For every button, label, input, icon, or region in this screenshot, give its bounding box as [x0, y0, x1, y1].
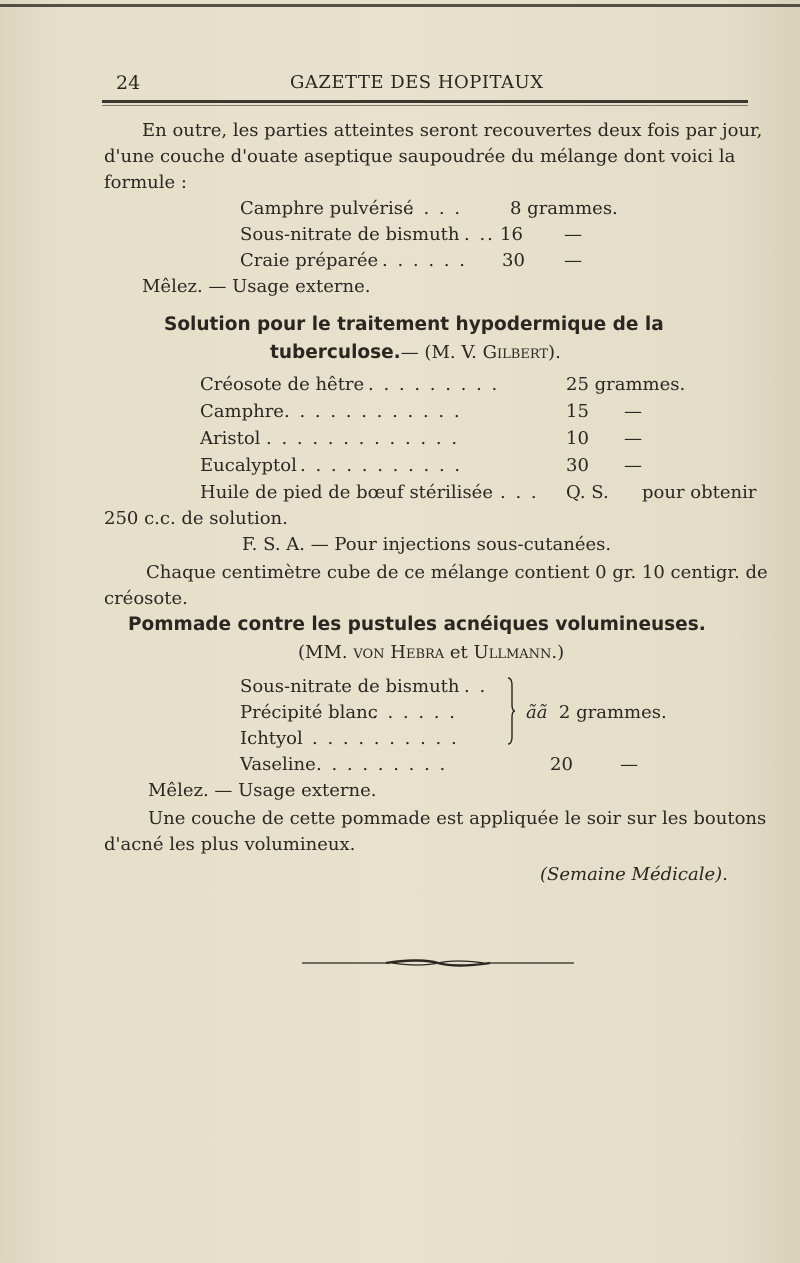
formula2-name-2: Camphre: [200, 401, 284, 422]
page-header: [0, 72, 800, 98]
formula2-name-3: Aristol: [200, 428, 261, 449]
top-border-line: [0, 4, 800, 7]
formula1-instructions: Mêlez. — Usage externe.: [142, 276, 371, 297]
formula1-name-2: Sous-nitrate de bismuth: [240, 224, 460, 245]
formula2-dots-4: . . . . . . . . . . .: [300, 455, 463, 476]
vaseline-unit: —: [620, 754, 638, 775]
formula2-qty-3: 10: [566, 428, 589, 449]
formula3-dots-2: . . . . . .: [372, 702, 457, 723]
section2-title-line-1: Solution pour le traitement hypodermique de la: [164, 314, 664, 335]
formula2-unit-4: —: [624, 455, 642, 476]
huile-continuation: 250 c.c. de solution.: [104, 508, 288, 529]
section3-title: Pommade contre les pustules acnéiques volumineuses.: [128, 614, 706, 635]
running-title: GAZETTE DES HOPITAUX: [290, 72, 544, 93]
source-citation: (Semaine Médicale).: [540, 864, 728, 885]
intro-line-1: En outre, les parties atteintes seront recouvertes deux fois par jour,: [142, 120, 763, 141]
intro-line-2: d'une couche d'ouate aseptique saupoudrée du mélange dont voici la: [104, 146, 736, 167]
formula2-qty-1: 25 grammes.: [566, 374, 686, 395]
section3-ullmann: Ullmann: [473, 642, 552, 663]
huile-rest: pour obtenir: [642, 482, 757, 503]
aa-quantity: 2 grammes.: [558, 702, 667, 723]
huile-name: Huile de pied de bœuf stérilisée: [200, 482, 493, 503]
formula2-dots-3: . . . . . . . . . . . . .: [266, 428, 460, 449]
formula2-qty-4: 30: [566, 455, 589, 476]
section2-author-prefix: — (M. V.: [400, 342, 483, 363]
formula2-name-1: Créosote de hêtre: [200, 374, 365, 395]
une-line-2: d'acné les plus volumineux.: [104, 834, 356, 855]
section3-authors: [298, 640, 564, 666]
formula2-unit-2: —: [624, 401, 642, 422]
section3-hebra: Hebra: [390, 642, 445, 663]
formula3-name-2: Précipité blanc: [240, 702, 378, 723]
section3-authors-suffix: .): [551, 642, 565, 663]
vaseline-qty: 20: [550, 754, 573, 775]
formula2-qty-2: 15: [566, 401, 589, 422]
section3-von: von: [353, 642, 385, 663]
huile-qty: Q. S.: [566, 482, 609, 503]
page-number: 24: [116, 72, 141, 94]
chaque-line-2: créosote.: [104, 588, 188, 609]
formula1-name-1: Camphre pulvérisé: [240, 198, 414, 219]
formula2-instructions: F. S. A. — Pour injections sous-cutanées.: [242, 534, 612, 555]
vaseline-dots: . . . . . . . . .: [316, 754, 448, 775]
section3-authors-prefix: (MM.: [298, 642, 354, 663]
aa-quantity-line: [526, 700, 667, 726]
formula2-dots-1: . . . . . . . . .: [368, 374, 500, 395]
formula1-dots-3: . . . . . .: [382, 250, 467, 271]
formula3-instructions: Mêlez. — Usage externe.: [148, 780, 377, 801]
header-rule-thin: [102, 105, 748, 106]
formula3-dots-3: . . . . . . . . . .: [312, 728, 459, 749]
formula3-dots-1: . .: [464, 676, 488, 697]
formula1-dots-1: . . . .: [408, 198, 463, 219]
brace-icon: [506, 676, 516, 746]
aa-prefix: ãã: [526, 702, 548, 723]
formula2-unit-3: —: [624, 428, 642, 449]
une-line-1: Une couche de cette pommade est appliquée le soir sur les boutons: [148, 808, 767, 829]
formula1-unit-3: —: [564, 250, 582, 271]
formula1-qty-1: 8 grammes.: [510, 198, 618, 219]
formula1-qty-3: 30: [502, 250, 525, 271]
formula3-name-1: Sous-nitrate de bismuth: [240, 676, 460, 697]
formula1-dots-2: . ..: [464, 224, 495, 245]
formula1-qty-2: 16: [500, 224, 523, 245]
section2-title-word: tuberculose.: [270, 342, 401, 363]
formula2-dots-2: . . . . . . . . . . . .: [284, 401, 462, 422]
formula1-name-3: Craie préparée: [240, 250, 379, 271]
formula3-name-3: Ichtyol: [240, 728, 303, 749]
section2-author-suffix: ).: [548, 342, 561, 363]
ornament-divider-icon: [300, 958, 576, 968]
chaque-line-1: Chaque centimètre cube de ce mélange contient 0 gr. 10 centigr. de: [146, 562, 768, 583]
huile-dots: . . .: [500, 482, 539, 503]
header-rule: [102, 100, 748, 103]
formula2-name-4: Eucalyptol: [200, 455, 297, 476]
intro-line-3: formule :: [104, 172, 187, 193]
section2-title-line-2: [270, 340, 561, 366]
vaseline-name: Vaseline: [240, 754, 316, 775]
section2-author-name: Gilbert: [482, 342, 549, 363]
formula1-unit-2: —: [564, 224, 582, 245]
section3-et: et: [444, 642, 474, 663]
